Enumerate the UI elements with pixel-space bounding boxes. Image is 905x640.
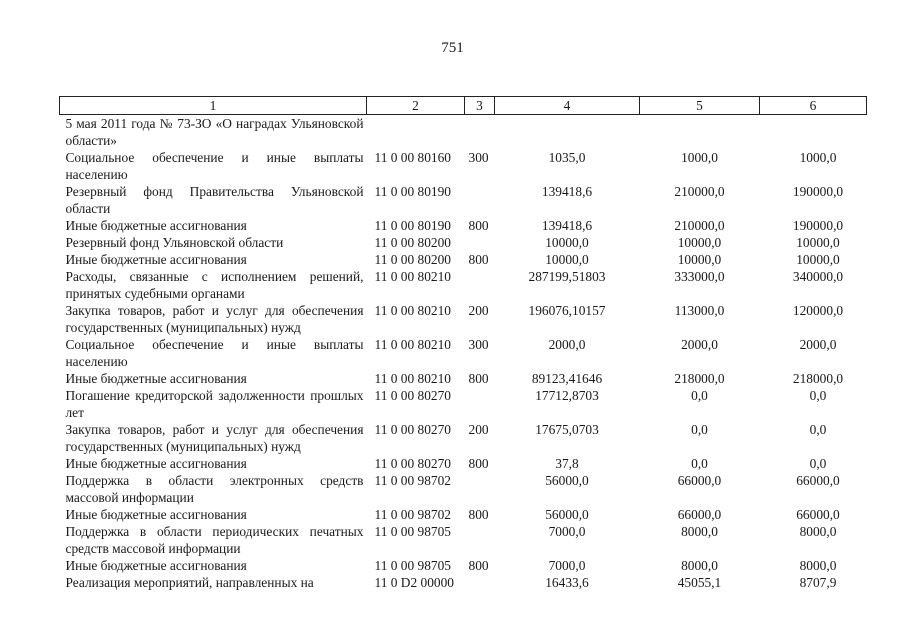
row-value-2025-cell: 45055,1 (677, 575, 722, 590)
row-value-2026-cell: 66000,0 (796, 473, 840, 488)
table-row (60, 251, 867, 268)
row-value-2026-cell: 190000,0 (792, 218, 844, 233)
row-code-cell: 11 0 00 80270 (374, 388, 451, 403)
row-code-cell: 11 0 00 98705 (374, 558, 451, 573)
row-type-cell: 300 (468, 337, 489, 352)
row-code-cell: 11 0 00 80200 (374, 235, 451, 250)
table-row (60, 336, 867, 370)
table-row (60, 217, 867, 234)
row-code-cell: 11 0 00 98702 (374, 507, 451, 522)
table-row (60, 387, 867, 421)
row-type-cell (465, 234, 495, 251)
column-header: 6 (760, 97, 867, 115)
row-value-2025-cell: 66000,0 (677, 473, 722, 488)
table-row (60, 455, 867, 472)
row-value-2026-cell: 2000,0 (799, 337, 837, 352)
row-name-cell: Иные бюджетные ассигнования (65, 558, 247, 573)
row-value-2026-cell: 10000,0 (796, 252, 840, 267)
row-code-cell: 11 0 00 80190 (374, 184, 451, 199)
row-value-2024-cell: 56000,0 (545, 473, 589, 488)
row-value-2024-cell: 37,8 (555, 456, 579, 471)
table-row (60, 302, 867, 336)
row-value-2025-cell: 113000,0 (674, 303, 725, 318)
row-value-2025-cell: 0,0 (691, 388, 708, 403)
row-value-2024-cell: 196076,10157 (528, 303, 606, 318)
row-name-cell: Иные бюджетные ассигнования (65, 218, 247, 233)
row-code-cell: 11 0 00 80270 (374, 456, 451, 471)
row-code-cell: 11 0 00 80270 (374, 422, 451, 437)
row-value-2025-cell: 8000,0 (681, 524, 718, 539)
row-code-cell: 11 0 00 80210 (374, 337, 451, 352)
row-name-cell: Резервный фонд Правительства Ульяновской области (65, 184, 364, 216)
row-name-cell: Иные бюджетные ассигнования (65, 456, 247, 471)
row-value-2026-cell: 1000,0 (799, 150, 837, 165)
row-value-2026-cell: 8707,9 (799, 575, 837, 590)
row-value-2024-cell: 139418,6 (541, 218, 593, 233)
column-header: 5 (640, 97, 760, 115)
row-value-2025-cell: 10000,0 (677, 235, 722, 250)
page-number: 751 (441, 40, 464, 56)
table-row (60, 115, 867, 150)
row-type-cell (465, 183, 495, 217)
row-name-cell: Иные бюджетные ассигнования (65, 252, 247, 267)
row-value-2025-cell: 210000,0 (674, 218, 725, 233)
row-value-2025-cell: 0,0 (691, 456, 708, 471)
row-code-cell: 11 0 00 80200 (374, 252, 451, 267)
row-value-2024-cell: 89123,41646 (531, 371, 603, 386)
row-value-2026-cell (760, 115, 867, 150)
row-name-cell: Резервный фонд Ульяновской области (65, 235, 284, 250)
row-type-cell: 800 (468, 456, 489, 471)
row-name-cell: Погашение кредиторской задолженности прошлых лет (65, 388, 364, 420)
row-value-2024-cell: 7000,0 (548, 524, 586, 539)
row-type-cell (465, 574, 495, 591)
row-value-2025-cell: 1000,0 (681, 150, 718, 165)
row-value-2024-cell: 17712,8703 (535, 388, 599, 403)
row-type-cell (465, 472, 495, 506)
row-type-cell (465, 268, 495, 302)
row-type-cell: 800 (468, 371, 489, 386)
table-row (60, 183, 867, 217)
row-name-cell: Поддержка в области периодических печатных средств массовой информации (65, 524, 364, 556)
row-name-cell: Социальное обеспечение и иные выплаты населению (65, 337, 364, 369)
table-row (60, 234, 867, 251)
row-value-2024-cell (495, 115, 640, 150)
row-name-cell: 5 мая 2011 года № 73-ЗО «О наградах Ульяновской области» (65, 116, 364, 148)
row-value-2024-cell: 10000,0 (545, 235, 589, 250)
table-row (60, 574, 867, 591)
row-code-cell: 11 0 00 80160 (374, 150, 451, 165)
table-row (60, 149, 867, 183)
row-value-2025-cell: 333000,0 (674, 269, 725, 284)
row-value-2024-cell: 56000,0 (545, 507, 589, 522)
row-value-2024-cell: 1035,0 (548, 150, 586, 165)
row-name-cell: Закупка товаров, работ и услуг для обеспечения государственных (муниципальных) нужд (65, 303, 364, 335)
row-value-2025-cell: 210000,0 (674, 184, 725, 199)
table-header-row (60, 97, 867, 115)
row-value-2025-cell (640, 115, 760, 150)
row-type-cell (465, 523, 495, 557)
table-body (60, 115, 867, 592)
row-value-2026-cell: 0,0 (809, 388, 827, 403)
row-code-cell: 11 0 00 80210 (374, 303, 451, 318)
row-type-cell: 800 (468, 558, 489, 573)
row-name-cell: Закупка товаров, работ и услуг для обеспечения государственных (муниципальных) нужд (65, 422, 364, 454)
row-name-cell: Иные бюджетные ассигнования (65, 507, 247, 522)
row-code-cell: 11 0 00 98705 (374, 524, 451, 539)
row-value-2026-cell: 340000,0 (792, 269, 844, 284)
column-header: 1 (60, 97, 367, 115)
budget-table (59, 96, 867, 591)
row-value-2025-cell: 218000,0 (674, 371, 725, 386)
row-value-2026-cell: 10000,0 (796, 235, 840, 250)
row-value-2025-cell: 10000,0 (677, 252, 722, 267)
row-value-2026-cell: 8000,0 (799, 558, 837, 573)
row-code-cell: 11 0 00 80210 (374, 371, 451, 386)
row-value-2024-cell: 10000,0 (545, 252, 589, 267)
row-code-cell: 11 0 00 98702 (374, 473, 451, 488)
column-header: 2 (367, 97, 465, 115)
table-row (60, 370, 867, 387)
row-type-cell: 800 (468, 252, 489, 267)
row-name-cell: Иные бюджетные ассигнования (65, 371, 247, 386)
row-value-2024-cell: 17675,0703 (535, 422, 599, 437)
row-value-2026-cell: 0,0 (809, 422, 827, 437)
row-value-2025-cell: 66000,0 (677, 507, 722, 522)
row-value-2026-cell: 66000,0 (796, 507, 840, 522)
column-header: 4 (495, 97, 640, 115)
row-value-2025-cell: 0,0 (691, 422, 708, 437)
row-name-cell: Поддержка в области электронных средств массовой информации (65, 473, 364, 505)
row-code-cell (367, 115, 465, 150)
column-header: 3 (465, 97, 495, 115)
row-type-cell: 200 (468, 422, 489, 437)
row-value-2024-cell: 2000,0 (548, 337, 586, 352)
row-value-2026-cell: 190000,0 (792, 184, 844, 199)
row-value-2025-cell: 2000,0 (681, 337, 718, 352)
row-value-2024-cell: 287199,51803 (528, 269, 606, 284)
row-type-cell: 300 (468, 150, 489, 165)
row-value-2024-cell: 16433,6 (545, 575, 589, 590)
row-name-cell: Расходы, связанные с исполнением решений, принятых судебными органами (65, 269, 364, 301)
row-value-2024-cell: 139418,6 (541, 184, 593, 199)
row-type-cell: 200 (468, 303, 489, 318)
row-code-cell: 11 0 00 80190 (374, 218, 451, 233)
row-value-2025-cell: 8000,0 (681, 558, 718, 573)
row-type-cell: 800 (468, 218, 489, 233)
table-row (60, 421, 867, 455)
row-value-2026-cell: 0,0 (809, 456, 827, 471)
row-type-cell (465, 387, 495, 421)
row-code-cell: 11 0 00 80210 (374, 269, 451, 284)
row-value-2026-cell: 8000,0 (799, 524, 837, 539)
row-name-cell: Реализация мероприятий, направленных на (65, 575, 314, 590)
table-row (60, 523, 867, 557)
table-row (60, 506, 867, 523)
row-code-cell: 11 0 D2 00000 (374, 575, 454, 590)
table-row (60, 472, 867, 506)
row-value-2026-cell: 218000,0 (792, 371, 844, 386)
row-type-cell: 800 (468, 507, 489, 522)
table-row (60, 268, 867, 302)
row-name-cell: Социальное обеспечение и иные выплаты населению (65, 150, 364, 182)
row-value-2024-cell: 7000,0 (548, 558, 586, 573)
table-row (60, 557, 867, 574)
row-value-2026-cell: 120000,0 (792, 303, 844, 318)
row-type-cell (465, 115, 495, 150)
